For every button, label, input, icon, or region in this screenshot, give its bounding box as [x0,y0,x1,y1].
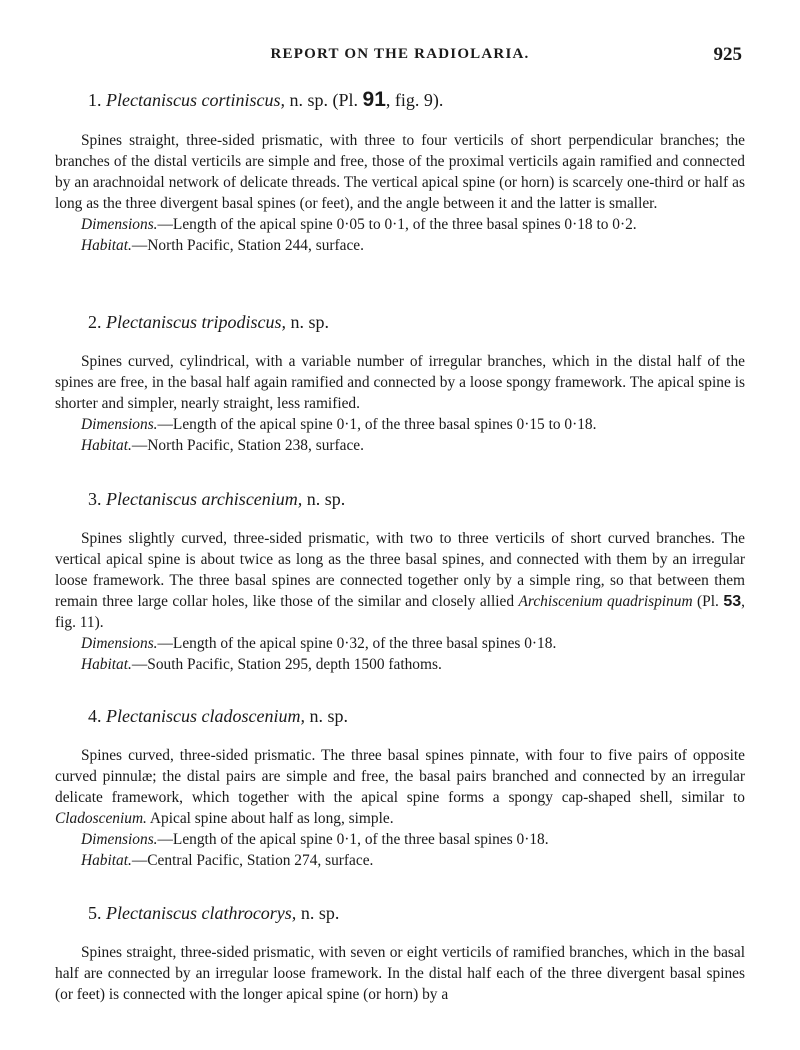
habitat-line [81,654,745,675]
species-number: 4. [88,706,102,726]
species-heading [88,88,745,112]
species-epithet: archiscenium, [201,489,303,509]
dimensions-line [81,633,745,654]
habitat-label: Habitat. [81,437,132,454]
species-entry-clathrocorys [55,903,745,1005]
page-number: 925 [713,44,742,65]
habitat-text: —Central Pacific, Station 274, surface. [131,852,374,869]
species-status: n. sp. [306,489,346,509]
habitat-label: Habitat. [81,656,132,673]
species-number: 5. [88,903,102,923]
species-genus: Plectaniscus [106,90,197,110]
species-description: Spines curved, cylindrical, with a variable number of irregular branches, which in the distal half of the spines are free, in the basal half again ramified and connected by a loose spongy framework. The apical spine is shorter and simpler, nearly straight, less ramified. [55,353,745,412]
reference-species-name: Archiscenium quadrispinum [518,593,693,610]
reference-plate-prefix: (Pl. [692,593,724,610]
species-epithet: cortiniscus, [201,90,285,110]
dimensions-text: —Length of the apical spine 0·32, of the three basal spines 0·18. [157,635,557,652]
plate-number: 91 [362,88,386,111]
species-epithet: tripodiscus, [201,312,286,332]
species-status: n. sp. [300,903,340,923]
dimensions-label: Dimensions. [81,216,158,233]
species-genus: Plectaniscus [106,489,197,509]
species-entry-cortiniscus [55,88,745,256]
species-epithet: cladoscenium, [201,706,305,726]
species-status: n. sp. [290,312,330,332]
description-text: Spines curved, three-sided prismatic. The three basal spines pinnate, with four to five pairs of opposite curved pinnulæ; the distal pairs are simple and free, the basal pairs branched and connected by an irregular delicate framework, which together with the apical spine forms a spongy cap-shaped shell, similar to [55,747,745,806]
reference-genus-name: Cladoscenium. [55,810,147,827]
species-number: 2. [88,312,102,332]
species-heading [88,706,745,727]
reference-plate-number: 53 [723,593,742,610]
running-header [0,44,800,68]
species-genus: Plectaniscus [106,706,197,726]
species-number: 1. [88,90,102,110]
species-heading [88,489,745,510]
dimensions-text: —Length of the apical spine 0·1, of the three basal spines 0·18. [157,831,549,848]
plate-ref-suffix: , fig. 9). [385,90,444,110]
habitat-line [81,435,745,456]
plate-ref-prefix: (Pl. [332,90,359,110]
habitat-line [81,235,745,256]
habitat-text: —North Pacific, Station 238, surface. [131,437,364,454]
dimensions-label: Dimensions. [81,831,158,848]
habitat-label: Habitat. [81,852,132,869]
dimensions-line [81,214,745,235]
species-heading [88,312,745,333]
species-heading [88,903,745,924]
running-title: REPORT ON THE RADIOLARIA. [270,46,530,62]
species-description [55,745,745,829]
dimensions-label: Dimensions. [81,416,158,433]
species-description [55,528,745,633]
species-status: n. sp. [309,706,348,726]
dimensions-label: Dimensions. [81,635,158,652]
dimensions-line [81,414,745,435]
dimensions-text: —Length of the apical spine 0·1, of the three basal spines 0·15 to 0·18. [157,416,597,433]
species-number: 3. [88,489,102,509]
species-description: Spines straight, three-sided prismatic, with seven or eight verticils of ramified branches, which in the basal half are connected by an irregular loose framework. In the distal half each of the three divergent basal spines (or feet) is connected with the longer apical spine (or horn) by a [55,944,745,1003]
habitat-line [81,850,745,871]
description-text: Spines slightly curved, three-sided prismatic, with two to three verticils of short curved branches. The vertical apical spine is about twice as long as the three basal spines, and connected with them by an irregular loose framework. The three basal spines are connected together only by a simple ring, so that between them remain three large collar holes, like those of the similar and closely allied [55,530,745,610]
habitat-text: —South Pacific, Station 295, depth 1500 fathoms. [131,656,442,673]
species-description: Spines straight, three-sided prismatic, with three to four verticils of short perpendicular branches; the branches of the distal verticils are simple and free, those of the proximal verticils again ramified and connected by an arachnoidal network of delicate threads. The vertical apical spine (or horn) is scarcely one-third or half as long as the three divergent basal spines (or feet), and the angle between it and the latter is smaller. [55,132,745,212]
species-status: n. sp. [289,90,328,110]
habitat-text: —North Pacific, Station 244, surface. [131,237,364,254]
dimensions-line [81,829,745,850]
species-entry-tripodiscus [55,312,745,456]
species-genus: Plectaniscus [106,312,197,332]
species-entry-cladoscenium [55,706,745,871]
reference-plate-suffix: , fig. 11). [55,593,745,631]
habitat-label: Habitat. [81,237,132,254]
species-epithet: clathrocorys, [201,903,297,923]
species-entry-archiscenium [55,489,745,675]
dimensions-text: —Length of the apical spine 0·05 to 0·1, of the three basal spines 0·18 to 0·2. [157,216,637,233]
species-genus: Plectaniscus [106,903,197,923]
description-text-continued: Apical spine about half as long, simple. [146,810,394,827]
